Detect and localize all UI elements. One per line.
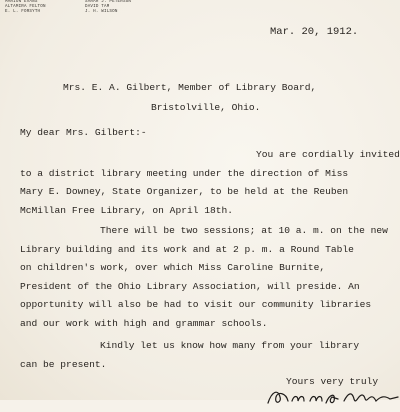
recipient-line: Mrs. E. A. Gilbert, Member of Library Board, [63, 82, 317, 93]
paragraph-line: on children's work, over which Miss Caroline Burnite, [20, 262, 326, 274]
paragraph-line: President of the Ohio Library Association, will preside. An [20, 280, 360, 292]
letterhead-name: E. L. FORSYTH [5, 10, 41, 14]
paragraph-line: McMillan Free Library, on April 18th. [20, 204, 234, 216]
paragraph-invitation [20, 146, 400, 220]
salutation: My dear Mrs. Gilbert:- [20, 127, 147, 138]
handwritten-signature [264, 387, 400, 407]
paragraph-line: You are cordially invited [256, 149, 400, 160]
letterhead-names-right [85, 0, 145, 15]
letterhead-name: ALTAMIRA FELTON [5, 5, 46, 9]
letterhead-names-left [5, 0, 65, 15]
paragraph-line: and our work with high and grammar schools. [20, 317, 268, 329]
paragraph-line: Library building and its work and at 2 p. m. a Round Table [20, 243, 354, 255]
paragraph-line: to a district library meeting under the direction of Miss [20, 167, 349, 179]
paragraph-line: Kindly let us know how many from your library [100, 340, 360, 351]
paragraph-line: There will be two sessions; at 10 a. m. on the new [100, 225, 388, 236]
recipient-location: Bristolville, Ohio. [151, 102, 261, 113]
paragraph-sessions [20, 222, 388, 334]
letterhead-name: MARION EVANS [5, 0, 38, 4]
letterhead-name: J. H. WILSON [85, 10, 118, 14]
paragraph-line: opportunity will also be had to visit our community libraries [20, 299, 372, 311]
paragraph-request [20, 337, 359, 374]
letter-date: Mar. 20, 1912. [270, 26, 359, 38]
letterhead-name: SARAH J. PETERSON [85, 0, 132, 4]
letterhead-name: DAVID TAM [85, 5, 110, 9]
closing: Yours very truly [286, 376, 379, 387]
paragraph-line: Mary E. Downey, State Organizer, to be held at the Reuben [20, 186, 349, 198]
paragraph-line: can be present. [20, 358, 107, 370]
